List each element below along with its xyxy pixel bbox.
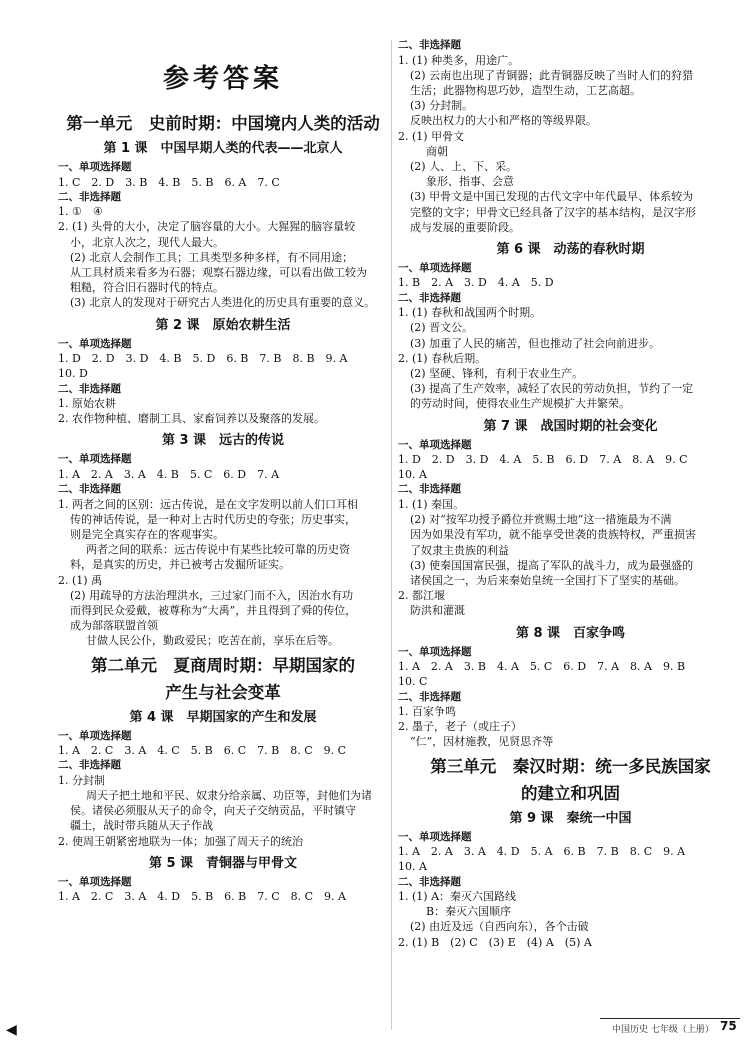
lesson-heading: 第 7 课 战国时期的社会变化 xyxy=(483,418,658,434)
answer-line: (2) 由近及远（自西向东），各个击破 xyxy=(410,920,589,934)
answer-line: (2) 晋文公。 xyxy=(410,321,474,335)
answer-line: 1. C 2. D 3. B 4. B 5. B 6. A 7. C xyxy=(58,175,280,189)
section-heading: 二、非选择题 xyxy=(58,190,121,203)
section-heading: 二、非选择题 xyxy=(58,759,121,772)
answer-line: 从工具材质来看多为石器；观察石器边缘，可以看出做工较为 xyxy=(70,266,367,280)
section-heading: 一、单项选择题 xyxy=(398,438,472,451)
answer-line: 1. A 2. C 3. A 4. D 5. B 6. B 7. C 8. C 9. A xyxy=(58,890,346,904)
answer-line: 10. A xyxy=(398,860,427,874)
answer-line: 2. 墨子，老子（或庄子） xyxy=(398,720,522,734)
answer-line: 甘做人民公仆，勤政爱民；吃苦在前，享乐在后等。 xyxy=(86,634,339,648)
answer-line: 1. 两者之间的区别：远古传说，是在文字发明以前人们口耳相 xyxy=(58,497,358,511)
answer-line: 反映出权力的大小和严格的等级界限。 xyxy=(410,114,597,128)
answer-line: 1. A 2. A 3. B 4. A 5. C 6. D 7. A 8. A 9. B xyxy=(398,660,686,674)
answer-line: (3) 使秦国国富民强，提高了军队的战斗力，成为最强盛的 xyxy=(410,558,694,572)
answer-line: 象形、指事、会意 xyxy=(426,175,514,189)
answer-line: (3) 分封制。 xyxy=(410,99,474,113)
answer-line: 侯。诸侯必须服从天子的命令，向天子交纳贡品，平时镇守 xyxy=(70,804,356,818)
footer-rule xyxy=(600,1018,740,1019)
column-divider xyxy=(391,40,392,1030)
answer-line: 2. (1) 春秋后期。 xyxy=(398,351,487,365)
answer-line: 周天子把土地和平民、奴隶分给亲属、功臣等，封他们为诸 xyxy=(86,789,372,803)
answer-line: 1. D 2. D 3. D 4. B 5. D 6. B 7. B 8. B 9. A xyxy=(58,352,348,366)
section-heading: 二、非选择题 xyxy=(398,875,461,888)
answer-line: B：秦灭六国顺序 xyxy=(426,905,512,919)
page-footer xyxy=(600,1016,740,1044)
answer-line: 的劳动时间，使得农业生产规模扩大并繁荣。 xyxy=(410,397,630,411)
answer-line: 商朝 xyxy=(426,144,448,158)
answer-line: 小，北京人次之，现代人最大。 xyxy=(70,235,224,249)
lesson-heading: 第 4 课 早期国家的产生和发展 xyxy=(129,709,317,725)
answer-line: 10. D xyxy=(58,367,88,381)
section-heading: 二、非选择题 xyxy=(58,382,121,395)
unit-heading: 第一单元 史前时期：中国境内人类的活动 xyxy=(66,114,380,133)
answer-line: 诸侯国之一，为后来秦始皇统一全国打下了坚实的基础。 xyxy=(410,573,685,587)
left-column xyxy=(58,0,388,905)
section-heading: 二、非选择题 xyxy=(398,483,461,496)
answer-line: 1. ① ④ xyxy=(58,205,103,219)
answer-line: 1. (1) 秦国。 xyxy=(398,497,465,511)
answer-line: (3) 北京人的发现对于研究古人类进化的历史具有重要的意义。 xyxy=(70,296,376,310)
answer-line: (3) 提高了生产效率，减轻了农民的劳动负担，节约了一定 xyxy=(410,382,694,396)
answer-line: (2) 坚硬、锋利，有利于农业生产。 xyxy=(410,366,584,380)
answer-line: 因为如果没有军功，就不能享受世袭的贵族特权，严重损害 xyxy=(410,528,696,542)
answer-line: (3) 甲骨文是中国已发现的古代文字中年代最早、体系较为 xyxy=(410,190,694,204)
answer-line: 1. (1) A：秦灭六国路线 xyxy=(398,890,517,904)
answer-line: “仁”，因材施教，见贤思齐等 xyxy=(410,735,554,749)
lesson-heading: 第 6 课 动荡的春秋时期 xyxy=(496,241,645,257)
answer-line: 2. (1) B (2) C (3) E (4) A (5) A xyxy=(398,935,592,949)
answer-line: 2. (1) 甲骨文 xyxy=(398,129,465,143)
answer-line: 1. 百家争鸣 xyxy=(398,705,456,718)
page-number: 75 xyxy=(720,1019,737,1033)
answer-line: 料，是真实的历史，并已被考古发掘所证实。 xyxy=(70,558,290,572)
unit-heading: 的建立和巩固 xyxy=(521,783,620,803)
answer-line: 传的神话传说，是一种对上古时代历史的夸张；历史事实， xyxy=(70,512,356,526)
answer-line: 2. (1) 禹 xyxy=(58,573,103,587)
lesson-heading: 第 9 课 秦统一中国 xyxy=(509,810,632,826)
answer-line: 成为部落联盟首领 xyxy=(70,619,158,633)
answer-line: 1. A 2. A 3. A 4. B 5. C 6. D 7. A xyxy=(58,467,280,481)
footer-book-title: 中国历史 七年级（上册） xyxy=(612,1025,714,1035)
answer-line: 2. 农作物种植、磨制工具、家畜饲养以及聚落的发展。 xyxy=(58,412,325,426)
answer-line: 了奴隶主贵族的利益 xyxy=(410,543,509,557)
answer-line: 1. D 2. D 3. D 4. A 5. B 6. D 7. A 8. A 9. C xyxy=(398,453,688,467)
lesson-heading: 第 1 课 中国早期人类的代表——北京人 xyxy=(103,141,343,156)
section-heading: 一、单项选择题 xyxy=(58,875,132,888)
page-title: 参考答案 xyxy=(162,64,283,94)
section-heading: 一、单项选择题 xyxy=(398,261,472,274)
unit-heading: 第三单元 秦汉时期：统一多民族国家 xyxy=(430,756,711,776)
answer-line: 1. B 2. A 3. D 4. A 5. D xyxy=(398,276,554,290)
answer-line: 1. (1) 春秋和战国两个时期。 xyxy=(398,306,542,320)
answer-line: (2) 用疏导的方法治理洪水，三过家门而不入，因治水有功 xyxy=(70,588,354,602)
answer-line: 完整的文字；甲骨文已经具备了汉字的基本结构，是汉字形 xyxy=(410,205,696,219)
answer-line: 10. C xyxy=(398,675,428,689)
lesson-heading: 第 5 课 青铜器与甲骨文 xyxy=(148,855,298,871)
section-heading: 一、单项选择题 xyxy=(398,645,472,658)
answer-line: (2) 人、上、下、采。 xyxy=(410,159,518,173)
answer-line: 1. (1) 种类多，用途广。 xyxy=(398,53,520,67)
answer-line: 2. (1) 头骨的大小，决定了脑容量的大小。大猩猩的脑容量较 xyxy=(58,220,356,234)
answer-line: 2. 使周王朝紧密地联为一体；加强了周天子的统治 xyxy=(58,834,303,848)
unit-heading: 第二单元 夏商周时期：早期国家的 xyxy=(91,655,355,675)
section-heading: 二、非选择题 xyxy=(398,39,461,51)
answer-line: 成与发展的重要阶段。 xyxy=(410,220,520,234)
section-heading: 一、单项选择题 xyxy=(58,453,132,466)
answer-line: 生活；此器物构思巧妙，造型生动，工艺高超。 xyxy=(410,83,641,97)
answer-line: 而得到民众爱戴，被尊称为“大禹”，并且得到了舜的传位， xyxy=(70,604,357,618)
answer-line: 疆土，战时带兵随从天子作战 xyxy=(70,819,213,833)
answer-line: (2) 北京人会制作工具；工具类型多种多样，有不同用途； xyxy=(70,250,354,264)
answer-line: 两者之间的联系：远古传说中有某些比较可靠的历史资 xyxy=(86,543,350,557)
section-heading: 一、单项选择题 xyxy=(58,161,132,173)
section-heading: 二、非选择题 xyxy=(398,291,461,304)
answer-line: (2) 云南也出现了青铜器；此青铜器反映了当时人们的狩猎 xyxy=(410,68,694,82)
answer-line: 1. 原始农耕 xyxy=(58,397,116,411)
lesson-heading: 第 3 课 远古的传说 xyxy=(161,433,285,449)
answer-line: 则是完全真实存在的客观事实。 xyxy=(70,528,224,542)
lesson-heading: 第 2 课 原始农耕生活 xyxy=(155,317,291,333)
answer-line: 10. A xyxy=(398,468,427,482)
section-heading: 一、单项选择题 xyxy=(58,729,132,742)
arrow-icon: ◀ xyxy=(6,1022,17,1038)
section-heading: 一、单项选择题 xyxy=(58,337,132,350)
answer-line: 1. A 2. A 3. A 4. D 5. A 6. B 7. B 8. C 9. A xyxy=(398,845,686,859)
answer-line: 1. A 2. C 3. A 4. C 5. B 6. C 7. B 8. C 9. C xyxy=(58,744,347,758)
unit-heading: 产生与社会变革 xyxy=(165,682,281,702)
answer-line: 防洪和灌溉 xyxy=(410,604,465,618)
right-column xyxy=(398,38,743,950)
answer-line: 粗糙，符合旧石器时代的特点。 xyxy=(70,281,224,295)
section-heading: 二、非选择题 xyxy=(398,690,461,703)
lesson-heading: 第 8 课 百家争鸣 xyxy=(515,625,626,641)
section-heading: 一、单项选择题 xyxy=(398,830,472,843)
answer-line: (3) 加重了人民的痛苦，但也推动了社会向前进步。 xyxy=(410,336,661,350)
answer-line: (2) 对“按军功授予爵位并赏赐土地”这一措施最为不满 xyxy=(410,513,672,527)
answer-line: 2. 都江堰 xyxy=(398,589,445,603)
answer-line: 1. 分封制 xyxy=(58,773,105,787)
section-heading: 二、非选择题 xyxy=(58,483,121,496)
